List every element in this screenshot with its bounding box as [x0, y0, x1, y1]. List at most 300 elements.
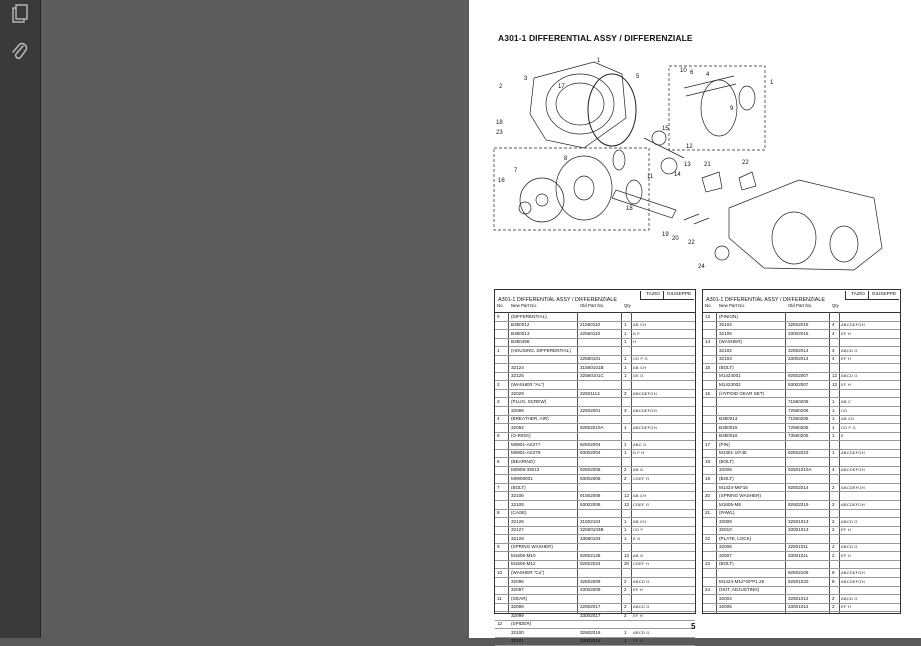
table-row [495, 424, 695, 433]
cell-mk: E G [633, 535, 641, 541]
table-row [703, 373, 900, 382]
cell-mk: AB CH [633, 518, 647, 524]
table-row [495, 595, 695, 604]
cell-no: 2 [497, 381, 500, 387]
cell-mk: D F [633, 330, 641, 336]
table-row [495, 330, 695, 339]
cell-qty: 4 [832, 322, 835, 328]
table-row [703, 322, 900, 331]
col-old-part: Old Part No. [580, 303, 605, 308]
callout-18b: 18 [496, 120, 503, 126]
cell-part: B350015 [719, 424, 738, 430]
cell-qty: 2 [832, 604, 835, 610]
callout-7: 7 [514, 168, 518, 174]
cell-mk: ABCD G [633, 629, 650, 635]
callout-3: 3 [524, 76, 528, 82]
table-row [495, 501, 695, 510]
cell-qty: 1 [624, 356, 627, 362]
table-row [703, 416, 900, 425]
cell-old: 71560206 [788, 399, 809, 405]
cell-old: 32560103B [580, 527, 604, 533]
cell-mk: EF H [841, 604, 851, 610]
cell-qty: 4 [832, 467, 835, 473]
cell-old: 92502106 [788, 570, 809, 575]
cell-qty: 1 [832, 433, 835, 439]
table-row [703, 475, 900, 484]
table-row [495, 518, 695, 527]
cell-mk: ABCDEFGH [841, 578, 865, 584]
cell-old: 32501013 [788, 518, 809, 524]
table-row [495, 638, 695, 646]
callout-17: 17 [558, 84, 565, 90]
cell-mk: EF H [841, 330, 851, 336]
cell-part: M0909001 [511, 475, 533, 481]
rows-left [495, 313, 695, 646]
cell-part: 32125 [511, 373, 524, 379]
table-title: A301-1 DIFFERENTIAL ASSY / DIFFERENZIALE [498, 297, 617, 303]
cell-no: 10 [497, 570, 503, 575]
cell-part: M1424-M12*40*P1.25 [719, 578, 765, 584]
cell-part: M1605-M12 [511, 561, 536, 567]
table-row [495, 587, 695, 596]
table-row [703, 561, 900, 570]
cell-old: 32502016 [580, 629, 601, 635]
cell-qty: 2 [624, 612, 627, 618]
cell-qty: 4 [832, 330, 835, 336]
cell-qty: 3 [624, 407, 627, 413]
paperclip-icon[interactable] [6, 38, 34, 66]
cell-part: (SPIDER) [511, 621, 532, 627]
cell-old: 92502006 [580, 467, 601, 473]
cell-old: 91502008 [580, 493, 601, 499]
cell-old: 92502024 [580, 561, 601, 567]
cell-part: (CASE) [511, 510, 527, 516]
table-row [703, 347, 900, 356]
cell-old: 32502014 [788, 347, 809, 353]
cell-qty: 20 [624, 561, 630, 567]
cell-mk: ABCD G [841, 518, 858, 524]
cell-part: (BEARING) [511, 458, 535, 464]
table-row [703, 501, 900, 510]
table-row [703, 510, 900, 519]
cell-qty: 1 [624, 424, 627, 430]
col-no: No. [497, 303, 504, 308]
cell-old: 32502001 [580, 407, 601, 413]
cell-old: 93002006 [580, 475, 601, 481]
table-row [703, 604, 900, 613]
cell-part: (HOUSING, DIFFERENTIAL) [511, 347, 571, 353]
cell-qty: 1 [624, 638, 627, 644]
cell-qty: 1 [832, 407, 835, 413]
table-row [703, 595, 900, 604]
cell-part: (BREATHER, AIR) [511, 416, 549, 422]
table-row [703, 339, 900, 348]
table-row [495, 621, 695, 630]
cell-old: 32502017 [580, 604, 601, 610]
cell-no: 11 [497, 595, 502, 601]
cell-mk: CDEF H [633, 561, 650, 567]
table-row [703, 544, 900, 553]
cell-no: 18 [705, 458, 711, 464]
cell-part: 32101 [511, 638, 524, 644]
table-row [703, 450, 900, 459]
cell-mk: ABCDEFGH [633, 390, 657, 396]
cell-part: M1424001 [719, 373, 741, 379]
exploded-diagram [494, 48, 904, 276]
table-row [495, 604, 695, 613]
table-row [495, 475, 695, 484]
cell-old: 33060103 [580, 535, 601, 541]
cell-mk: DE G [633, 373, 644, 379]
cell-part: 32005 [719, 604, 732, 610]
cell-old: 72560205 [788, 424, 809, 430]
table-row [495, 322, 695, 331]
cell-mk: ABCDEFGH [841, 450, 865, 456]
cell-part: (PLATE, LOCK) [719, 535, 752, 541]
cell-old: 33001013 [788, 527, 809, 533]
cell-part: 32126 [511, 518, 524, 524]
cell-part: 32008 [719, 467, 732, 473]
cell-mk: EF H [841, 552, 851, 558]
cell-part: 32100 [511, 629, 524, 635]
callout-22: 22 [742, 160, 749, 166]
cell-mk: ABC G [633, 441, 647, 447]
callout-20: 20 [672, 236, 679, 242]
table-row [703, 364, 900, 373]
cell-part: 32098 [511, 604, 524, 610]
cell-mk: AB CH [633, 322, 647, 328]
cell-old: 92501010A [788, 467, 812, 473]
cell-part: M1605-M10 [511, 552, 536, 558]
cell-mk: ABCDEFGH [841, 484, 865, 490]
page-number: 5 [691, 622, 696, 631]
cell-old: 33001012 [788, 604, 809, 610]
cell-part: (BOLT) [511, 484, 526, 490]
cell-part: M1301-10*45 [719, 450, 747, 456]
col-new-part: New Part No. [719, 303, 746, 308]
cell-no: 4 [497, 416, 500, 422]
cell-mk: ABCDEFGH [633, 407, 657, 413]
cell-part: B350013 [511, 330, 530, 336]
callout-9: 9 [730, 106, 734, 112]
table-row [703, 424, 900, 433]
cell-qty: 12 [624, 501, 630, 507]
table-title: A301-1 DIFFERENTIAL ASSY / DIFFERENZIALE [706, 297, 825, 303]
cell-no: 8 [497, 510, 500, 516]
cell-old: 32502009 [580, 578, 601, 584]
cell-mk: ABCD G [633, 578, 650, 584]
table-row [703, 330, 900, 339]
col-no: No. [705, 303, 712, 308]
cell-part: 32127 [511, 527, 524, 533]
cell-part: (HYPOID GEAR SET) [719, 390, 765, 396]
cell-part: 32010 [719, 527, 732, 533]
cell-part: 32007 [719, 552, 732, 558]
cell-part: (BOLT) [719, 475, 734, 481]
cell-old: 31560101B [580, 364, 604, 370]
cell-old: 71560205 [788, 416, 809, 422]
table-row [703, 381, 900, 390]
cell-no: 0 [497, 313, 500, 319]
cell-mk: CD F G [841, 424, 856, 430]
table-row [703, 535, 900, 544]
cell-old: 32560101 [580, 356, 601, 362]
parts-table-right [702, 289, 901, 614]
cell-part: (O-RING) [511, 433, 531, 439]
cell-part: (SPRING WASHER) [719, 493, 761, 499]
cell-part: (BOLT) [719, 364, 734, 370]
cell-mk: AB CH [633, 364, 647, 370]
callout-13: 13 [684, 162, 691, 168]
cell-part: 32097 [511, 587, 524, 593]
cell-qty: 1 [624, 339, 627, 345]
cell-mk: ABCDEFGH [633, 424, 657, 430]
table-row [703, 552, 900, 561]
cell-mk: ABCDEFGH [841, 501, 865, 507]
cell-qty: 1 [624, 629, 627, 635]
callout-12: 12 [686, 144, 693, 150]
cell-mk: EF H [633, 587, 643, 593]
cell-part: 32009 [719, 518, 732, 524]
callout-1: 1 [597, 58, 601, 64]
cell-part: (NUT, ADJUSTING) [719, 587, 760, 593]
col-qty: Qty [832, 303, 839, 308]
table-row [495, 458, 695, 467]
cell-part: 32099 [511, 612, 524, 618]
left-sidebar [0, 0, 41, 638]
cell-part: 32102 [719, 347, 732, 353]
table-row [495, 484, 695, 493]
parts-table-left [494, 289, 696, 644]
cell-part: M1424-M8*16 [719, 484, 748, 490]
cell-mk: CD F G [633, 356, 648, 362]
callout-16: 16 [498, 178, 505, 184]
cell-mk: ABCD G [841, 544, 858, 550]
cell-old: 33001011 [788, 552, 809, 558]
cell-part: B350012 [511, 322, 530, 328]
table-row [495, 510, 695, 519]
cell-qty: 4 [832, 347, 835, 353]
cell-mk: AB CH [841, 416, 855, 422]
cell-part: 32004 [719, 595, 732, 601]
cell-part: 32124 [511, 364, 524, 370]
cell-qty: 1 [624, 330, 627, 336]
brand-giuseppe: GIUSEPPE [868, 291, 899, 300]
pages-icon[interactable] [6, 0, 34, 28]
cell-no: 5 [497, 433, 500, 439]
cell-old: 33002017 [580, 612, 601, 618]
cell-part: (BOLT) [719, 458, 734, 464]
table-row [495, 492, 695, 501]
callout-8: 8 [564, 156, 568, 162]
cell-part: 32103 [719, 356, 732, 362]
cell-qty: 1 [624, 373, 627, 379]
cell-old: 92502007 [788, 373, 809, 379]
cell-old: 32501114 [580, 390, 600, 396]
cell-part: 32105 [719, 330, 732, 336]
callout-10: 10 [680, 68, 687, 74]
cell-qty: 1 [624, 450, 627, 456]
cell-old: 92502019 [788, 501, 809, 507]
cell-qty: 12 [832, 381, 838, 387]
document-page [469, 0, 921, 644]
table-row [703, 492, 900, 501]
table-row [495, 535, 695, 544]
cell-no: 1 [497, 347, 500, 353]
table-row [495, 313, 695, 322]
cell-no: 15 [705, 364, 711, 370]
cell-old: 33002009 [580, 587, 601, 593]
table-row [703, 398, 900, 407]
cell-mk: D F H [633, 450, 645, 456]
cell-qty: 2 [832, 552, 835, 558]
table-row [495, 398, 695, 407]
cell-part: (SPRING WASHER) [511, 544, 553, 550]
cell-old: 32501011 [788, 544, 809, 550]
table-row [495, 544, 695, 553]
cell-qty: 4 [832, 356, 835, 362]
cell-mk: AB C [841, 399, 852, 405]
brand-giuseppe: GIUSEPPE [663, 291, 694, 300]
table-row [495, 390, 695, 399]
table-row [703, 518, 900, 527]
cell-mk: EF H [633, 612, 643, 618]
table-row [495, 441, 695, 450]
cell-qty: 8 [832, 570, 835, 575]
cell-no: 23 [705, 561, 711, 567]
col-old-part: Old Part No. [788, 303, 813, 308]
cell-no: 3 [497, 399, 500, 405]
cell-no: 22 [705, 535, 711, 541]
cell-part: (PINION) [719, 313, 738, 319]
callout-15: 15 [662, 126, 669, 132]
cell-mk: CDEF H [633, 475, 650, 481]
callout-23: 23 [496, 130, 503, 136]
cell-old: 73560205 [788, 433, 809, 439]
cell-qty: 2 [832, 544, 835, 550]
callout-6: 6 [690, 70, 694, 76]
callout-5: 5 [636, 74, 640, 80]
cell-no: 21 [705, 510, 711, 516]
cell-part: M1423002 [719, 381, 741, 387]
cell-qty: 2 [624, 604, 627, 610]
cell-old: 72560206 [788, 407, 809, 413]
cell-part: (WASHER) [719, 339, 743, 345]
cell-mk: ABCD G [633, 604, 650, 610]
cell-no: 16 [705, 390, 711, 396]
table-row [703, 484, 900, 493]
cell-part: (PLUG, SCREW) [511, 399, 547, 405]
table-row [495, 373, 695, 382]
cell-qty: 1 [832, 416, 835, 422]
cell-old: 32560101C [580, 373, 604, 379]
cell-qty: 1 [832, 450, 835, 456]
table-row [703, 578, 900, 587]
cell-mk: EF H [841, 356, 851, 362]
cell-mk: AB G [633, 552, 644, 558]
cell-mk: CDEF G [633, 501, 650, 507]
table-row [495, 347, 695, 356]
cell-no: 7 [497, 484, 500, 490]
cell-old: 33002015 [788, 330, 809, 336]
table-row [495, 569, 695, 578]
table-row [495, 629, 695, 638]
table-row [703, 527, 900, 536]
cell-mk: CD [841, 407, 848, 413]
cell-mk: ABCD G [841, 595, 858, 601]
cell-qty: 1 [624, 535, 627, 541]
table-row [495, 339, 695, 348]
brand-tazio: TAZIO [640, 291, 665, 300]
callout-11: 11 [647, 174, 654, 180]
table-row [495, 552, 695, 561]
rows-right [703, 313, 900, 612]
cell-part: (PIN) [719, 441, 730, 447]
callout-22b: 22 [688, 240, 695, 246]
cell-qty: 2 [624, 578, 627, 584]
cell-mk: EF H [633, 638, 643, 644]
cell-old: 32501012 [788, 595, 809, 601]
cell-mk: EF H [841, 381, 851, 387]
cell-qty: 3 [624, 390, 627, 396]
cell-old: 92502004 [580, 441, 601, 447]
cell-part: (BOLT) [719, 561, 734, 567]
cell-part: M0909-33013 [511, 467, 540, 473]
table-row [495, 407, 695, 416]
cell-mk: CD F [633, 527, 644, 533]
table-row [495, 381, 695, 390]
cell-no: 9 [497, 544, 500, 550]
callout-19: 19 [662, 232, 669, 238]
table-row [703, 441, 900, 450]
col-new-part: New Part No. [511, 303, 538, 308]
cell-qty: 2 [832, 501, 835, 507]
page-title: A301-1 DIFFERENTIAL ASSY / DIFFERENZIALE [498, 33, 693, 43]
table-row [703, 569, 900, 578]
cell-old: 93002004 [580, 450, 601, 456]
cell-qty: 12 [624, 493, 630, 499]
cell-part: (DIFFERENTIAL) [511, 313, 547, 319]
cell-qty: 2 [832, 527, 835, 533]
table-row [703, 458, 900, 467]
cell-qty: 2 [832, 595, 835, 601]
cell-part: M1605-M8 [719, 501, 741, 507]
cell-qty: 2 [832, 484, 835, 490]
cell-mk: H [633, 339, 637, 345]
cell-part: 32029 [511, 390, 524, 396]
cell-qty: 1 [624, 441, 627, 447]
cell-part: 32104 [719, 322, 732, 328]
callout-18: 18 [626, 206, 633, 212]
cell-old: 93002007 [788, 381, 809, 387]
table-row [495, 578, 695, 587]
cell-part: 32106 [511, 493, 524, 499]
cell-qty: 1 [624, 518, 627, 524]
cell-qty: 12 [832, 373, 838, 379]
cell-old: 93002008 [580, 501, 601, 507]
table-row [495, 561, 695, 570]
cell-mk: ABCDEFGH [841, 322, 865, 328]
table-row [703, 407, 900, 416]
cell-old: 33002016 [580, 638, 601, 644]
table-row [703, 467, 900, 476]
table-row [495, 612, 695, 621]
cell-old: 92502014 [788, 484, 809, 490]
callout-24: 24 [698, 264, 705, 270]
table-row [495, 467, 695, 476]
cell-qty: 1 [832, 424, 835, 430]
table-row [495, 416, 695, 425]
